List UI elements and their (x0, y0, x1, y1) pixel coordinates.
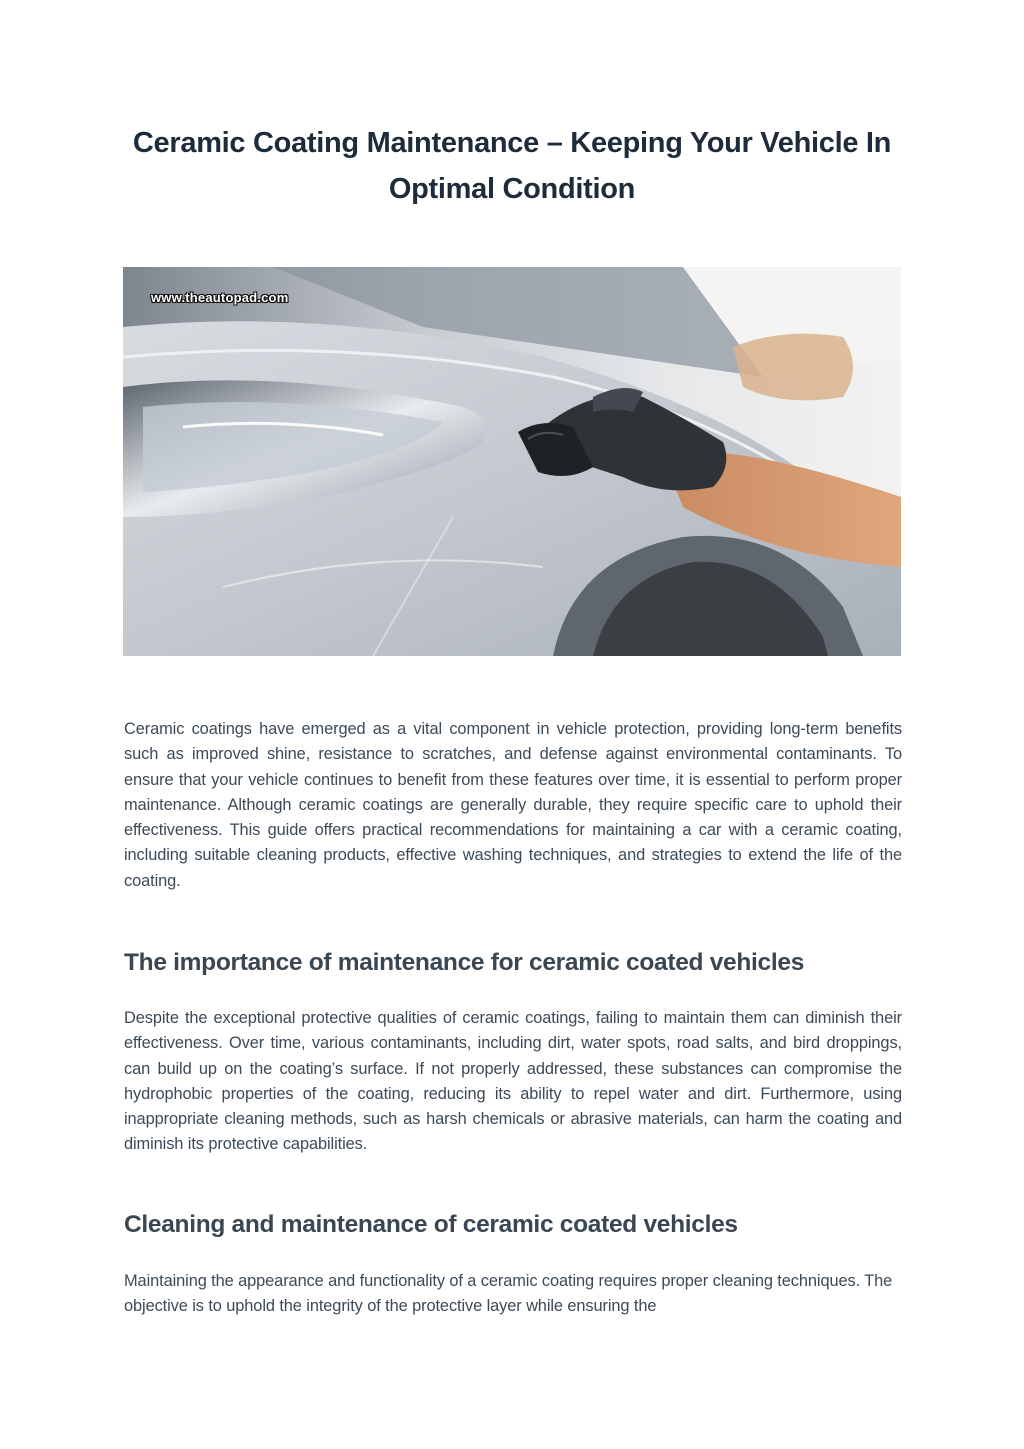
page-title: Ceramic Coating Maintenance – Keeping Your Vehicle In Optimal Condition (132, 127, 892, 205)
car-coating-illustration (123, 267, 901, 656)
watermark-text: www.theautopad.com (151, 290, 289, 305)
hero-image (123, 267, 901, 656)
intro-paragraph: Ceramic coatings have emerged as a vital component in vehicle protection, providing long-term benefits such as improved shine, resistance to scratches, and defense against environmental contaminants. To ensure that your vehicle continues to benefit from these features over time, it is essential to perform proper maintenance. Although ceramic coatings are generally durable, they require specific care to uphold their effectiveness. This guide offers practical recommendations for maintaining a car with a ceramic coating, including suitable cleaning products, effective washing techniques, and strategies to extend the life of the coating. (124, 720, 902, 890)
section-body-cleaning: Maintaining the appearance and functionality of a ceramic coating requires proper cleaning techniques. The objective is to uphold the integrity of the protective layer while ensuring the (124, 1272, 893, 1316)
section-heading-importance: The importance of maintenance for ceramic coated vehicles (124, 949, 805, 976)
section-heading-cleaning: Cleaning and maintenance of ceramic coated vehicles (124, 1211, 738, 1238)
section-body-importance: Despite the exceptional protective qualities of ceramic coatings, failing to maintain them can diminish their effectiveness. Over time, various contaminants, including dirt, water spots, road salts, and bird droppings, can build up on the coating’s surface. If not properly addressed, these substances can compromise the hydrophobic properties of the coating, reducing its ability to repel water and dirt. Furthermore, using inappropriate cleaning methods, such as harsh chemicals or abrasive materials, can harm the coating and diminish its protective capabilities. (124, 1009, 902, 1154)
